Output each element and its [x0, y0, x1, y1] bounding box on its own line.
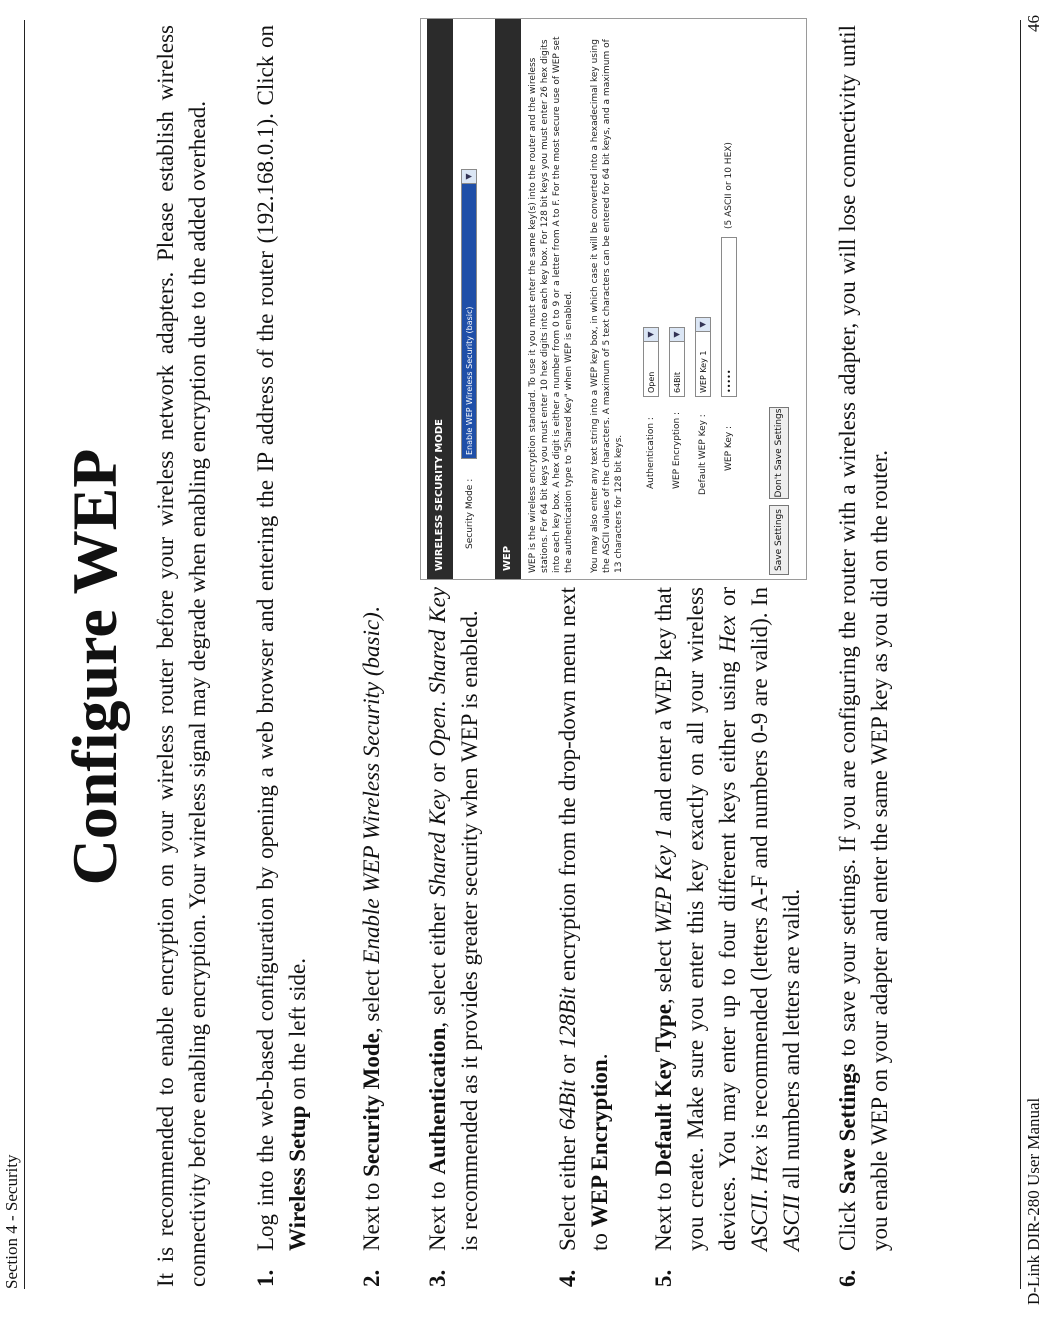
step-text: is recommended as it provides greater security when WEP is enabled. [457, 610, 482, 1251]
chevron-down-icon: ▼ [462, 170, 476, 184]
step-text: and enter a WEP key that you create. Make sure you enter this key exactly on all your wireless devices. You may enter up to four different keys either using [651, 587, 740, 1251]
step-text: Next to [359, 1176, 384, 1251]
security-mode-select[interactable] [461, 169, 477, 459]
step-bold: Save Settings [835, 1063, 860, 1195]
step-6 [832, 25, 896, 1287]
step-italic: ASCII [747, 1194, 772, 1251]
step-number: 5. [651, 1269, 676, 1287]
step-2 [356, 587, 388, 1287]
step-text: . [425, 693, 450, 707]
step-number: 3. [425, 1269, 450, 1287]
step-number: 2. [359, 1269, 384, 1287]
step-italic: 64Bit [555, 1080, 580, 1130]
step-number: 1. [253, 1269, 278, 1287]
chevron-down-icon: ▼ [644, 328, 658, 342]
page-number: 46 [1024, 15, 1043, 32]
step-bold: Security Mode [359, 1033, 384, 1177]
step-italic: 128Bit [555, 987, 580, 1049]
wep-description: WEP is the wireless encryption standard. To use it you must enter the same key(s) into the router and the wireless stations. For 64 bit keys you must enter 10 hex digits into each key box. For 128 bit keys you must enter 26 hex digits into each key box. A hex digit is either a number from 0 to 9 or a letter from A to F. For the most secure use of WEP set the authentication type to "Shared Key" when WEP is enabled. [528, 36, 574, 573]
step-number: 4. [555, 1269, 580, 1287]
step-italic: Hex [747, 1145, 772, 1183]
security-mode-bar: WIRELESS SECURITY MODE [427, 19, 453, 579]
wep-text-note: You may also enter any text string into a WEP key box, in which case it will be converted into a hexadecimal key using the ASCII values of the characters. A maximum of 5 text characters can be entered for 64 bit keys, and a maximum of 13 characters for 128 bit keys. [590, 39, 624, 573]
step-5 [648, 587, 808, 1287]
step-bold: WEP Encryption [587, 1059, 612, 1228]
step-text: Click [835, 1194, 860, 1251]
step-text: or [555, 1048, 580, 1081]
bottom-rule [1020, 20, 1021, 1289]
save-settings-button[interactable]: Save Settings [769, 505, 789, 575]
step-bold: Default Key Type [651, 1004, 676, 1177]
dont-save-settings-button[interactable]: Don't Save Settings [769, 407, 789, 499]
step-text: encryption from the drop-down menu next to [555, 587, 612, 1251]
chevron-down-icon: ▼ [696, 318, 710, 332]
default-key-select[interactable] [695, 317, 711, 397]
chevron-down-icon: ▼ [670, 328, 684, 342]
step-italic: Shared Key [425, 789, 450, 897]
step-text: . [359, 606, 384, 613]
wep-bar: WEP [495, 19, 521, 579]
step-text: is recommended (letters A-F and numbers 0-9 are valid). In [747, 587, 772, 1146]
wep-key-input[interactable]: ••••• [721, 237, 737, 397]
intro-paragraph: It is recommended to enable encryption on your wireless router before your wireless network adapters. Please establish wireless connectivity before enabling encryption. Your wireless signal may degrade when enabling encryption due to the added overhead. [153, 25, 210, 1287]
step-text: to save your settings. If you are configuring the router with a wireless adapter, you will lose connectivity until you enable WEP on your adapter and enter the same WEP key as you did on the router. [835, 25, 892, 1251]
step-text: , select either [425, 896, 450, 1028]
step-text: Next to [651, 1176, 676, 1251]
step-text: , select [359, 963, 384, 1034]
wep-key-hint: (5 ASCII or 10 HEX) [724, 142, 734, 229]
step-text: Log into the web-based configuration by opening a web browser and entering the IP address of the router (192.168.0.1). Click on [253, 25, 278, 1251]
step-text: . [587, 1053, 612, 1060]
authentication-label: Authentication : [646, 417, 656, 489]
step-bold: Wireless Setup [285, 1105, 310, 1251]
security-mode-value: Enable WEP Wireless Security (basic) [465, 306, 474, 455]
authentication-value: Open [647, 371, 656, 393]
default-key-label: Default WEP Key : [698, 414, 708, 495]
router-settings-screenshot [420, 18, 807, 580]
step-3 [422, 587, 486, 1287]
step-bold: Authentication [425, 1027, 450, 1175]
step-text: all numbers and letters are valid. [779, 888, 804, 1195]
footer-manual: D-Link DIR-280 User Manual [1024, 1097, 1043, 1305]
step-text: or [715, 587, 740, 616]
step-text: on the left side. [285, 957, 310, 1106]
step-italic: Hex [715, 615, 740, 653]
step-text: or [425, 756, 450, 790]
step-italic: Shared Key [425, 587, 450, 694]
step-italic: WEP Key 1 [651, 827, 676, 934]
step-italic: Enable WEP Wireless Security (basic) [359, 612, 384, 964]
step-text: . [747, 1182, 772, 1195]
step-text: , select [651, 933, 676, 1005]
step-text: Next to [425, 1174, 450, 1251]
step-4 [552, 587, 616, 1287]
step-text: Select either [555, 1129, 580, 1251]
default-key-value: WEP Key 1 [699, 350, 708, 393]
top-rule [24, 20, 25, 1289]
wep-key-label: WEP Key : [724, 425, 734, 471]
wep-encryption-select[interactable] [669, 327, 685, 397]
authentication-select[interactable] [643, 327, 659, 397]
step-number: 6. [835, 1269, 860, 1287]
page-title: Configure WEP [59, 448, 130, 886]
wep-encryption-value: 64Bit [673, 371, 682, 393]
step-1 [250, 25, 314, 1287]
security-mode-label: Security Mode : [465, 478, 475, 549]
step-italic: ASCII [779, 1194, 804, 1251]
wep-encryption-label: WEP Encryption : [672, 411, 682, 489]
step-italic: Open [425, 706, 450, 757]
section-header: Section 4 - Security [2, 1154, 21, 1289]
